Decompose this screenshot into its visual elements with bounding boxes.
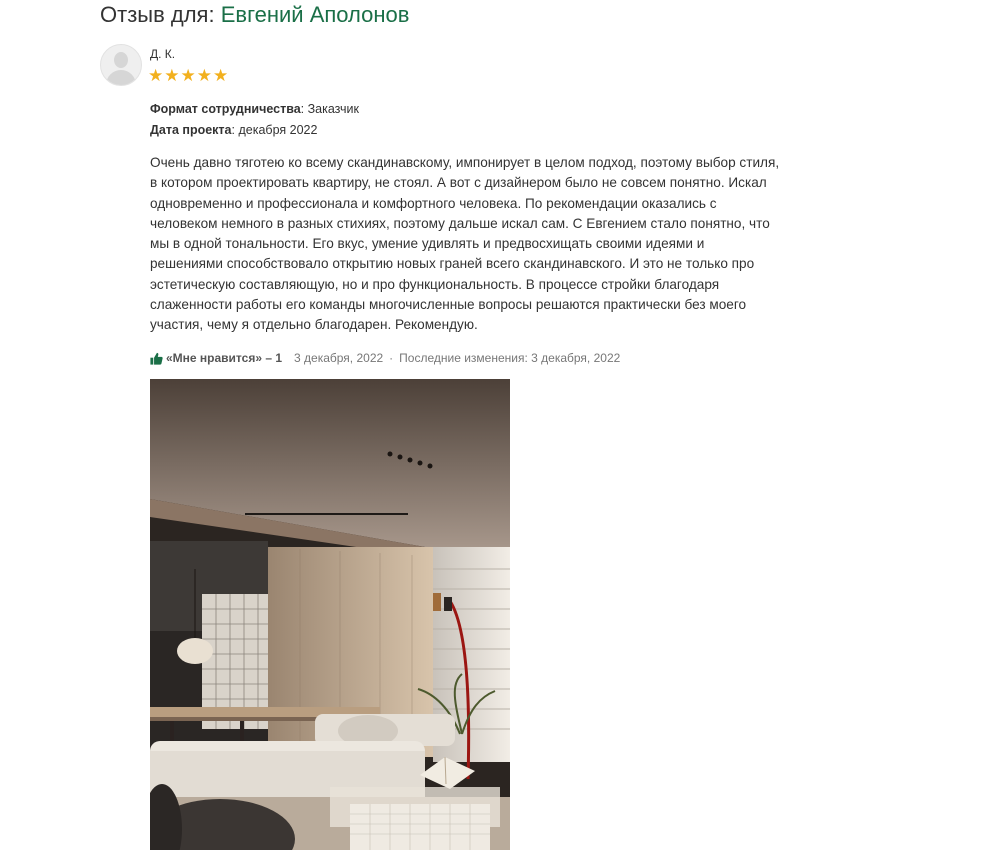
- project-photo[interactable]: [150, 379, 510, 850]
- star-icon: ★: [164, 66, 180, 85]
- review-author: Д. К.: [150, 47, 176, 61]
- separator: ·: [389, 351, 394, 365]
- date-row: Дата проекта: декабря 2022: [150, 123, 318, 137]
- designer-name-link[interactable]: Евгений Аполонов: [220, 2, 410, 27]
- date-value: декабря 2022: [238, 123, 318, 137]
- star-icon: ★: [213, 66, 229, 85]
- review-text: Очень давно тяготею ко всему скандинавскому, импонирует в целом подход, поэтому выбор стиля, в котором проектировать квартиру, не стоял. А вот с дизайнером было не совсем понятно. Искал одновременно и профессионала и комфортного человека. По рекомендации оказались с человеком немного в разных стихиях, поэтому дальше искал сам. С Евгением стало понятно, что мы в одной тональности. Его вкус, умение удивлять и предвосхищать своими идеями и решениями способствовало открытию новых граней всего скандинавского. И это не только про эстетическую составляющую, но и про функциональность. В процессе стройки благодаря слаженности работы его команды многочисленные вопросы решаются практически без моего участия, чему я отдельно благодарен. Рекомендую.: [150, 155, 780, 333]
- format-value: Заказчик: [307, 102, 359, 116]
- review-meta: [150, 99, 359, 141]
- star-icon: ★: [148, 66, 164, 85]
- like-label: «Мне нравится» – 1: [166, 351, 283, 365]
- star-icon: ★: [196, 66, 212, 85]
- page-title: [100, 2, 409, 28]
- thumbs-up-icon: [150, 352, 163, 365]
- avatar-body-shape: [106, 70, 136, 86]
- rating-stars: [148, 66, 228, 86]
- review-footer: [150, 351, 620, 365]
- format-label: Формат сотрудничества: [150, 102, 301, 116]
- interior-photo-illustration: [150, 379, 510, 850]
- avatar-head-shape: [114, 52, 128, 68]
- format-row: Формат сотрудничества: Заказчик: [150, 102, 359, 116]
- like-button[interactable]: [150, 351, 282, 365]
- posted-date: 3 декабря, 2022: [294, 351, 384, 365]
- title-prefix: Отзыв для:: [100, 2, 215, 27]
- star-icon: ★: [180, 66, 196, 85]
- avatar: [100, 44, 142, 86]
- last-modified: Последние изменения: 3 декабря, 2022: [399, 351, 621, 365]
- date-label: Дата проекта: [150, 123, 232, 137]
